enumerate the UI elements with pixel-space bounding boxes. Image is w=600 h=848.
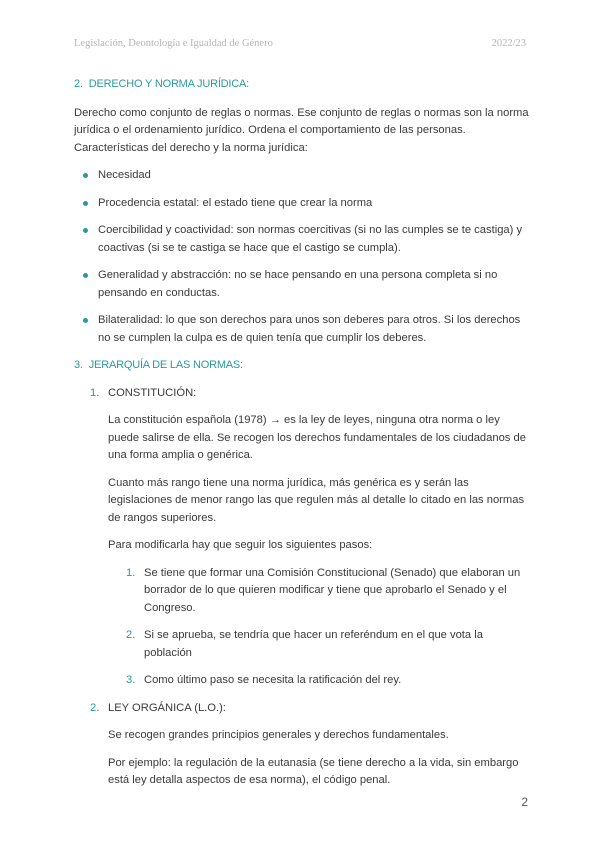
list-item-text: Generalidad y abstracción: no se hace pensando en una persona completa si no pensando en conductas.	[98, 269, 498, 299]
bullet-icon	[83, 228, 88, 233]
bullet-icon	[83, 273, 88, 278]
hierarchy-item-title: CONSTITUCIÓN:	[108, 386, 197, 399]
paragraph: Cuanto más rango tiene una norma jurídica, más genérica es y serán las legislaciones de menor rango las que regulen más al detalle lo citado en las normas de rangos superiores.	[108, 476, 525, 524]
bullet-icon	[83, 318, 88, 323]
section-2-paragraph-2: Características del derecho y la norma jurídica:	[74, 141, 308, 154]
list-item	[74, 267, 530, 302]
section-2-number: 2.	[74, 78, 83, 90]
section-2-heading	[74, 76, 530, 94]
paragraph: La constitución española (1978) → es la ley de leyes, ninguna otra norma o ley puede salirse de ella. Se recogen los derechos fundamentales de los ciudadanos de una forma amplia o genérica.	[108, 414, 526, 461]
section-3-number: 3.	[74, 359, 83, 371]
section-2-paragraph-1: Derecho como conjunto de reglas o normas. Ese conjunto de reglas o normas son la norma jurídica o el ordenamiento jurídico. Ordena el comportamiento de las personas.	[74, 106, 529, 136]
hierarchy-list	[74, 385, 530, 790]
step-number: 2.	[126, 629, 136, 641]
list-item-text: Procedencia estatal: el estado tiene que crear la norma	[98, 196, 373, 209]
amendment-steps-list	[108, 565, 530, 690]
paragraph: Para modificarla hay que seguir los siguientes pasos:	[108, 539, 373, 551]
list-item	[108, 627, 530, 662]
step-number: 1.	[126, 566, 136, 579]
page-number: 2	[521, 795, 528, 809]
section-3-title: JERARQUÍA DE LAS NORMAS:	[88, 359, 243, 371]
hierarchy-item-number: 1.	[90, 386, 100, 399]
list-item-text: Bilateralidad: lo que son derechos para unos son deberes para otros. Si los derechos no se cumplen la culpa es de quien tenía que cumplir los deberes.	[98, 314, 521, 344]
step-text: Si se aprueba, se tendría que hacer un referéndum en el que vota la población	[144, 629, 483, 659]
header-year: 2022/23	[491, 38, 526, 49]
list-item-text: Coercibilidad y coactividad: son normas coercitivas (si no las cumples se te castiga) y coactivas (si se te castiga se hace que el castigo se cumpla).	[98, 224, 523, 254]
page-header	[74, 38, 526, 52]
step-number: 3.	[126, 674, 136, 686]
hierarchy-item-title: LEY ORGÁNICA (L.O.):	[108, 701, 226, 714]
bullet-icon	[83, 173, 88, 178]
page-content	[74, 76, 530, 790]
list-item	[74, 167, 530, 185]
list-item-text: Necesidad	[98, 169, 151, 181]
step-text: Se tiene que formar una Comisión Constitucional (Senado) que elaboran un borrador de lo que quieren modificar y tiene que aprobarlo el Senado y el Congreso.	[144, 566, 521, 614]
list-item	[74, 222, 530, 257]
section-2-title: DERECHO Y NORMA JURÍDICA:	[88, 78, 250, 90]
list-item	[74, 195, 530, 213]
list-item	[108, 565, 530, 618]
paragraph: Se recogen grandes principios generales y derechos fundamentales.	[108, 729, 449, 741]
step-text: Como último paso se necesita la ratificación del rey.	[144, 674, 402, 686]
paragraph: Por ejemplo: la regulación de la eutanasia (se tiene derecho a la vida, sin embargo está ley detalla aspectos de esa norma), el código penal.	[108, 756, 519, 786]
characteristics-list	[74, 167, 530, 347]
list-item	[108, 672, 530, 690]
list-item	[74, 312, 530, 347]
hierarchy-item-ley-organica	[74, 700, 530, 790]
header-course-title: Legislación, Deontología e Igualdad de Género	[74, 38, 273, 49]
hierarchy-item-constitucion	[74, 385, 530, 690]
section-3-heading	[74, 357, 530, 375]
hierarchy-item-number: 2.	[90, 701, 100, 714]
bullet-icon	[83, 201, 88, 206]
